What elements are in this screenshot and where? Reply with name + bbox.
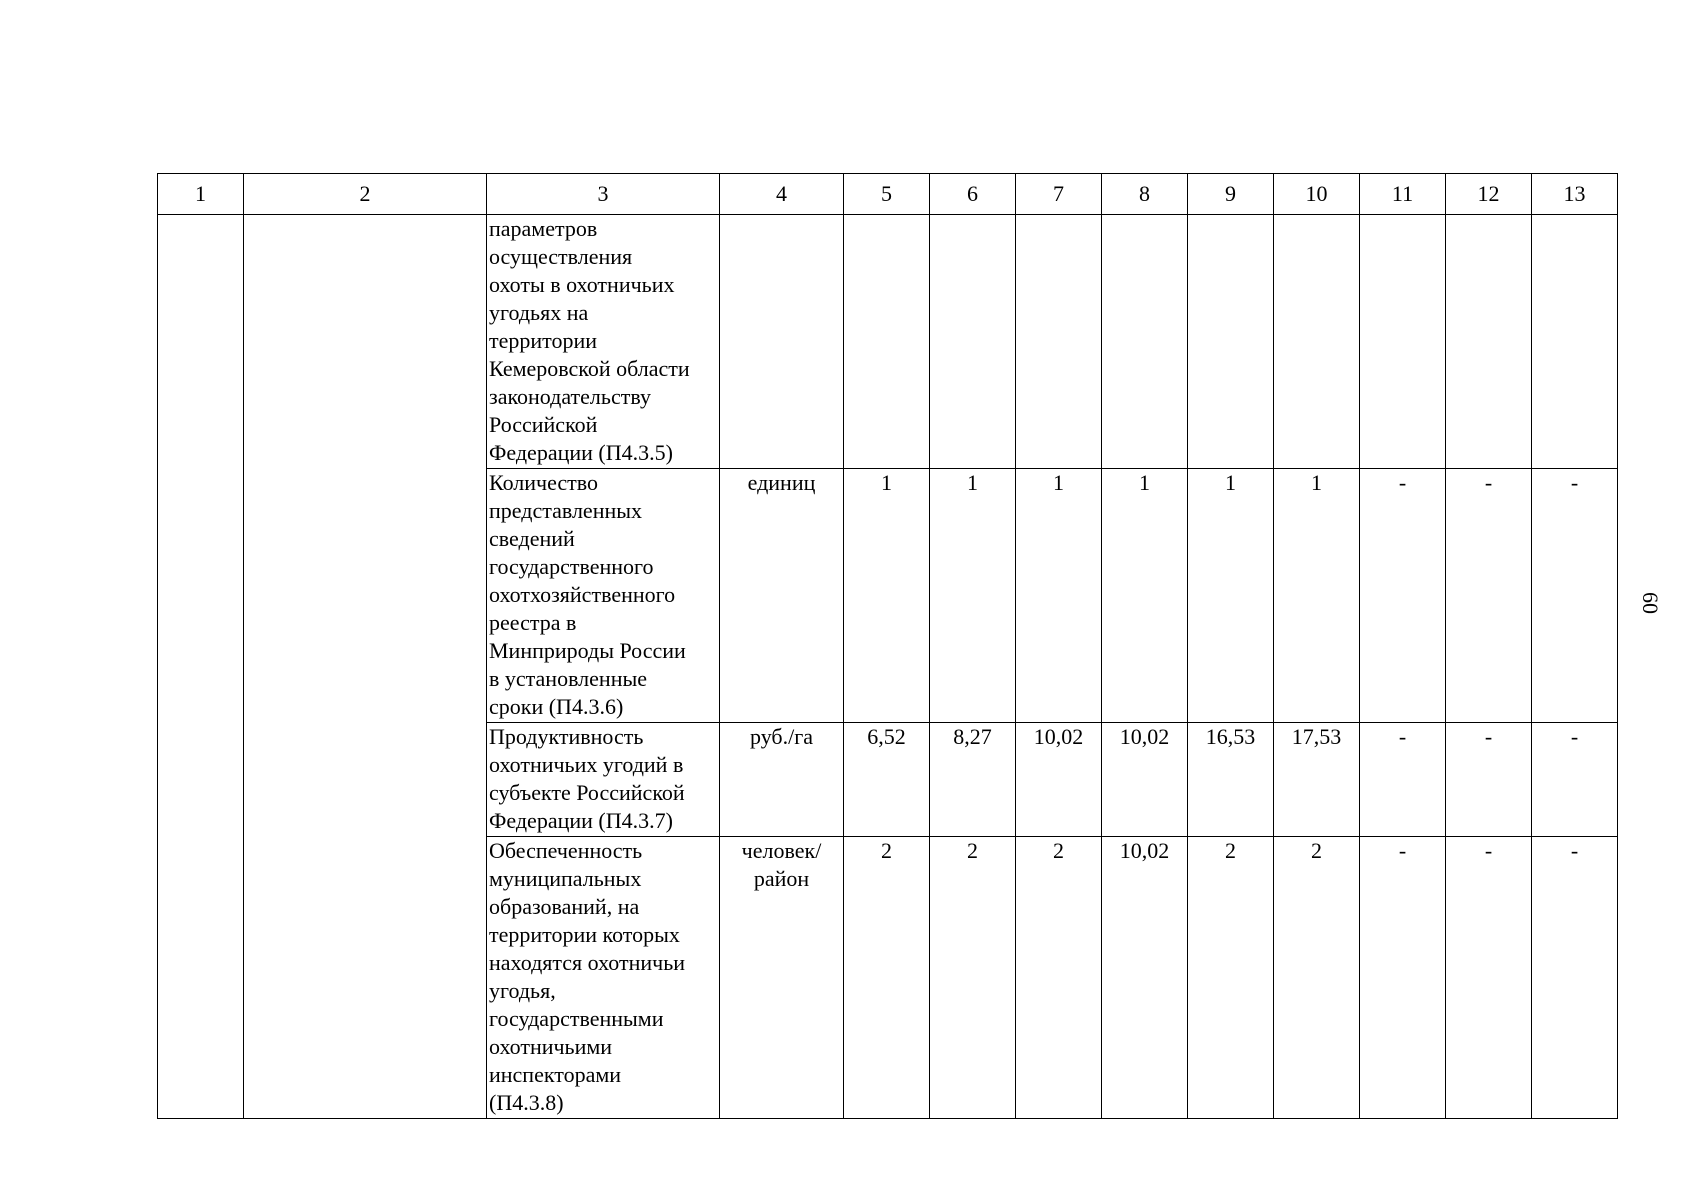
column-header: 12 (1446, 174, 1532, 215)
value-cell: - (1532, 723, 1618, 837)
value-cell (1016, 215, 1102, 469)
indicator-unit: человек/ район (720, 837, 844, 1119)
value-cell (930, 215, 1016, 469)
indicator-name: параметров осуществления охоты в охотничьих угодьях на территории Кемеровской области законодательству Российской Федерации (П4.3.5) (487, 215, 720, 469)
value-cell: 1 (1274, 469, 1360, 723)
column-header: 10 (1274, 174, 1360, 215)
column-header: 9 (1188, 174, 1274, 215)
value-cell: 2 (1274, 837, 1360, 1119)
indicator-unit: руб./га (720, 723, 844, 837)
value-cell: - (1360, 469, 1446, 723)
value-cell: - (1532, 469, 1618, 723)
indicator-table (157, 173, 1618, 1119)
column-header: 1 (158, 174, 244, 215)
cell-col-2 (244, 215, 487, 1119)
value-cell: 2 (1016, 837, 1102, 1119)
value-cell: - (1532, 837, 1618, 1119)
value-cell (1274, 215, 1360, 469)
column-header: 13 (1532, 174, 1618, 215)
value-cell: - (1446, 723, 1532, 837)
indicator-name: Обеспеченность муниципальных образований, на территории которых находятся охотничьи угодья, государственными охотничьими инспекторами (П4.3.8) (487, 837, 720, 1119)
column-header: 8 (1102, 174, 1188, 215)
value-cell (1532, 215, 1618, 469)
value-cell (1102, 215, 1188, 469)
value-cell: 2 (930, 837, 1016, 1119)
value-cell: 8,27 (930, 723, 1016, 837)
value-cell: 2 (844, 837, 930, 1119)
column-header: 11 (1360, 174, 1446, 215)
value-cell: 10,02 (1102, 837, 1188, 1119)
table-row (158, 215, 1618, 469)
indicator-unit (720, 215, 844, 469)
value-cell (1360, 215, 1446, 469)
value-cell: 1 (1102, 469, 1188, 723)
indicator-name: Продуктивность охотничьих угодий в субъекте Российской Федерации (П4.3.7) (487, 723, 720, 837)
column-header: 3 (487, 174, 720, 215)
value-cell: 6,52 (844, 723, 930, 837)
value-cell: 10,02 (1102, 723, 1188, 837)
value-cell: 16,53 (1188, 723, 1274, 837)
value-cell (1446, 215, 1532, 469)
column-header: 5 (844, 174, 930, 215)
column-header: 2 (244, 174, 487, 215)
value-cell (1188, 215, 1274, 469)
column-header: 4 (720, 174, 844, 215)
indicator-unit: единиц (720, 469, 844, 723)
value-cell: - (1360, 837, 1446, 1119)
value-cell: - (1360, 723, 1446, 837)
value-cell: - (1446, 469, 1532, 723)
value-cell: 10,02 (1016, 723, 1102, 837)
indicator-name: Количество представленных сведений государственного охотхозяйственного реестра в Минприроды России в установленные сроки (П4.3.6) (487, 469, 720, 723)
value-cell: 1 (930, 469, 1016, 723)
cell-col-1 (158, 215, 244, 1119)
value-cell: 1 (1016, 469, 1102, 723)
column-header: 6 (930, 174, 1016, 215)
column-header: 7 (1016, 174, 1102, 215)
value-cell: - (1446, 837, 1532, 1119)
value-cell: 1 (1188, 469, 1274, 723)
value-cell (844, 215, 930, 469)
value-cell: 17,53 (1274, 723, 1360, 837)
table-header-row (158, 174, 1618, 215)
value-cell: 1 (844, 469, 930, 723)
page-number: 60 (1638, 592, 1663, 614)
value-cell: 2 (1188, 837, 1274, 1119)
